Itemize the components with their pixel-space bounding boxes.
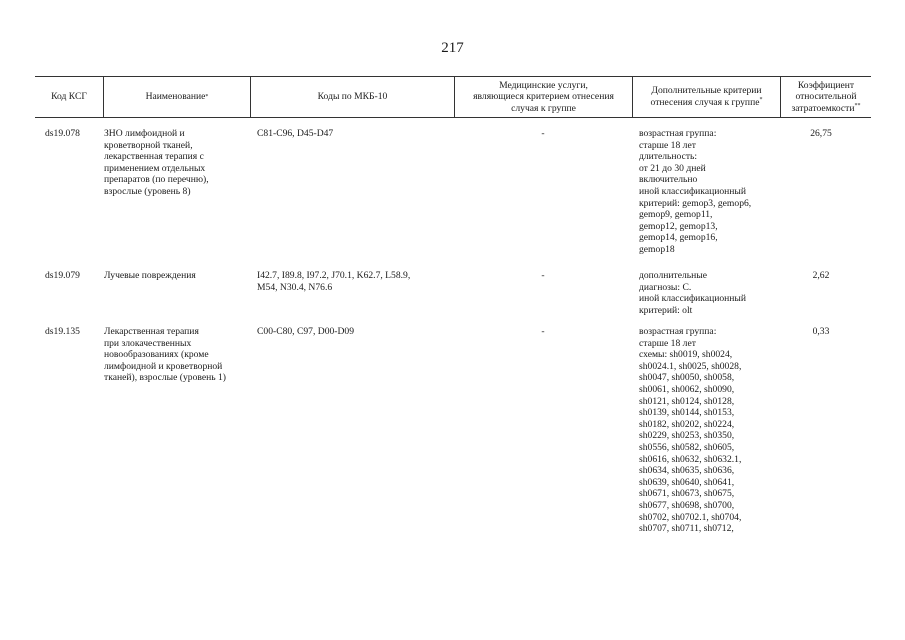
header-criteria-label: Дополнительные критерии отнесения случая к группе (650, 85, 762, 108)
row-coef: 0,33 (812, 326, 830, 337)
row-code: ds19.079 (45, 270, 80, 281)
row-services: - (541, 128, 545, 139)
row-criteria: возрастная группа: старше 18 лет длительность: от 21 до 30 дней включительно иной классификационный критерий: gemop3, gemop6, gemop9, gemop11, gemop12, gemop13, gemop14, gemop16, gemop18 (639, 128, 752, 255)
row-code: ds19.078 (45, 128, 80, 139)
row-name: Лучевые повреждения (104, 270, 196, 281)
row-code: ds19.135 (45, 326, 80, 337)
header-coef-label: Коэффициент относительной затратоемкости (791, 79, 857, 114)
header-criteria (633, 77, 780, 117)
row-services: - (541, 270, 545, 281)
row-name: Лекарственная терапия при злокачественных новообразованиях (кроме лимфоидной и кроветворной тканей), взрослые (уровень 1) (104, 326, 227, 384)
row-coef: 2,62 (812, 270, 830, 281)
header-coef (781, 77, 871, 117)
header-name: Наименование * (145, 91, 209, 103)
header-criteria-mark: * (759, 96, 763, 103)
row-mkb: C81-C96, D45-D47 (257, 128, 334, 139)
row-criteria: дополнительные диагнозы: С. иной классификационный критерий: olt (639, 270, 746, 316)
header-name-label: Наименование (145, 91, 206, 103)
row-name: ЗНО лимфоидной и кроветворной тканей, лекарственная терапия с применением отдельных препаратов (по перечню), взрослые (уровень 8) (104, 128, 209, 197)
header-services: Медицинские услуги, являющиеся критерием отнесения случая к группе (473, 79, 614, 114)
ksg-table (35, 76, 871, 535)
header-mkb: Коды по МКБ-10 (317, 91, 388, 103)
row-mkb: I42.7, I89.8, I97.2, J70.1, K62.7, L58.9, M54, N30.4, N76.6 (257, 270, 411, 293)
row-criteria: возрастная группа: старше 18 лет схемы: sh0019, sh0024, sh0024.1, sh0025, sh0028, sh0047, sh0050, sh0058, sh0061, sh0062, sh0090, sh0121, sh0124, sh0128, sh0139, sh0144, sh0153, sh0182, sh0202, sh0224, sh0229, sh0253, sh0350, sh0556, sh0582, sh0605, sh0616, sh0632, sh0632.1, sh0634, sh0635, sh0636, sh0639, sh0640, sh0641, sh0671, sh0673, sh0675, sh0677, sh0698, sh0700, sh0702, sh0702.1, sh0704, sh0707, sh0711, sh0712, (639, 326, 742, 535)
page-number: 217 (441, 40, 464, 56)
header-code: Код КСГ (51, 91, 87, 103)
row-services: - (541, 326, 545, 337)
table-header (35, 76, 871, 118)
row-coef: 26,75 (810, 128, 832, 139)
header-coef-mark: ** (854, 102, 861, 109)
row-mkb: C00-C80, C97, D00-D09 (257, 326, 355, 337)
